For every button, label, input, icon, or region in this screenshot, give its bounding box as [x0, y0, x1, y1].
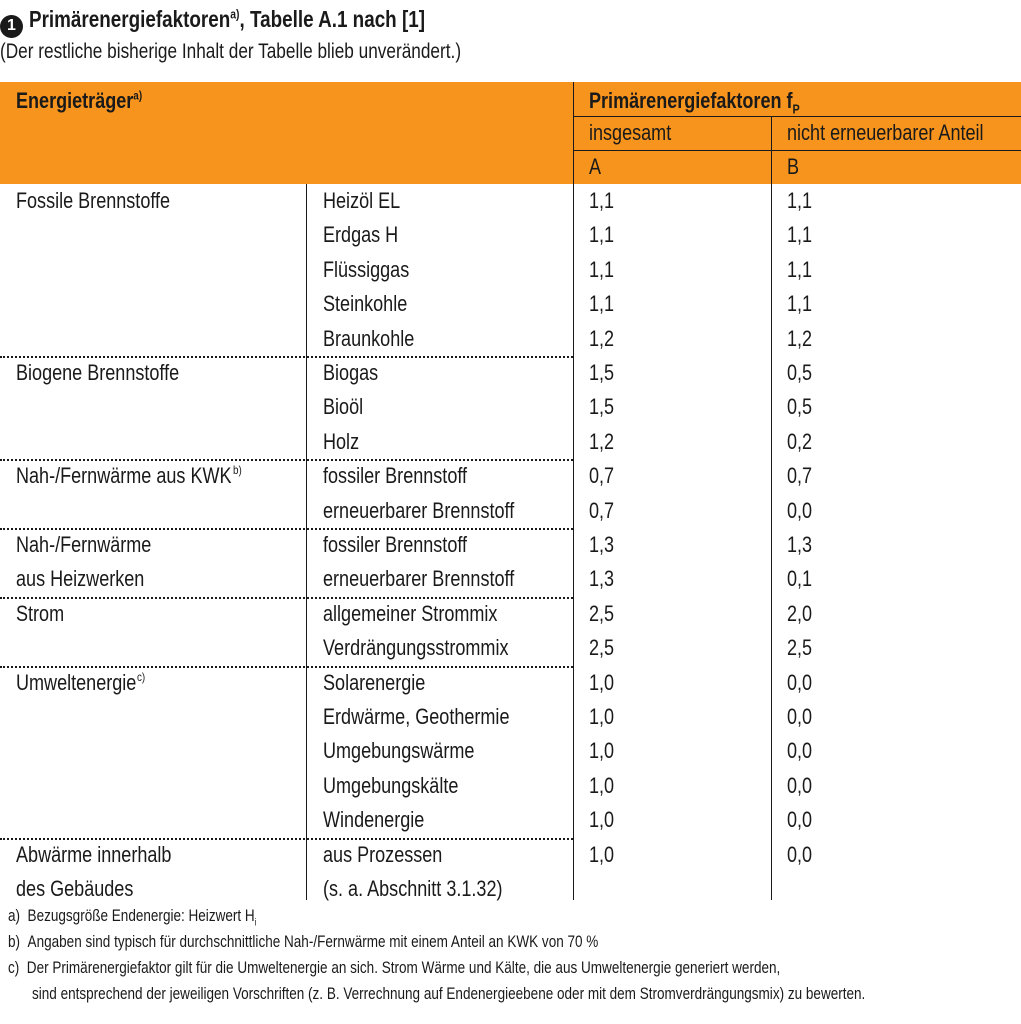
factor-total-cell: 2,5 — [589, 635, 615, 661]
header-letter-a: A — [589, 154, 602, 179]
header-total: insgesamt — [589, 120, 672, 145]
factor-total-cell: 0,7 — [589, 463, 615, 489]
factor-nonrenewable-cell: 0,5 — [787, 360, 813, 385]
factor-nonrenewable-cell: 0,0 — [787, 669, 813, 695]
factor-total-cell: 0,7 — [589, 497, 615, 523]
group-label: des Gebäudes — [16, 876, 134, 901]
bullet-number-icon: 1 — [0, 15, 23, 38]
group-label: Nah-/Fernwärme — [16, 532, 152, 557]
factor-total-cell: 1,5 — [589, 394, 615, 420]
factor-nonrenewable-cell: 0,1 — [787, 566, 813, 592]
carrier-cell: Bioöl — [323, 394, 364, 420]
factor-nonrenewable-cell: 0,5 — [787, 394, 813, 420]
carrier-cell: Biogas — [323, 360, 379, 385]
carrier-cell: fossiler Brennstoff — [323, 532, 468, 557]
title-rest: , Tabelle A.1 nach [1] — [239, 6, 425, 32]
header-letter-b: B — [787, 154, 800, 179]
footnote-mark: b) — [232, 463, 242, 478]
carrier-cell: Holz — [323, 428, 360, 454]
carrier-cell: Umgebungswärme — [323, 738, 475, 764]
footnote-mark: c) — [137, 669, 146, 684]
factor-nonrenewable-cell: 2,0 — [787, 600, 813, 626]
table-title — [0, 6, 512, 38]
factor-total-cell: 1,0 — [589, 841, 615, 867]
carrier-cell: Braunkohle — [323, 325, 415, 351]
header-rule — [573, 116, 1021, 117]
factor-total-cell: 1,0 — [589, 669, 615, 695]
column-divider — [306, 184, 307, 900]
title-text: Primärenergiefaktoren — [29, 6, 231, 32]
factor-total-cell: 1,5 — [589, 360, 615, 385]
factor-nonrenewable-cell: 0,0 — [787, 841, 813, 867]
carrier-cell: (s. a. Abschnitt 3.1.32) — [323, 876, 503, 901]
group-separator — [0, 459, 573, 461]
group-label: Strom — [16, 600, 65, 626]
factor-nonrenewable-cell: 1,1 — [787, 188, 813, 213]
factor-nonrenewable-cell: 0,2 — [787, 428, 813, 454]
carrier-cell: Solarenergie — [323, 669, 426, 695]
primary-energy-factor-table — [0, 82, 1021, 900]
group-label: Abwärme innerhalb — [16, 841, 172, 867]
factor-nonrenewable-cell: 2,5 — [787, 635, 813, 661]
carrier-cell: erneuerbarer Brennstoff — [323, 566, 515, 592]
factor-total-cell: 1,1 — [589, 188, 615, 213]
factor-nonrenewable-cell: 1,1 — [787, 256, 813, 282]
factor-total-cell: 1,2 — [589, 428, 615, 454]
header-primary-energy-factors: Primärenergiefaktoren $f_P$ — [589, 88, 800, 117]
factor-total-cell: 1,1 — [589, 291, 615, 317]
factor-nonrenewable-cell: 0,7 — [787, 463, 813, 489]
carrier-cell: Verdrängungsstrommix — [323, 635, 509, 661]
factor-nonrenewable-cell: 1,1 — [787, 291, 813, 317]
group-label: Nah-/Fernwärme aus KWK b) — [16, 463, 242, 489]
group-separator — [0, 597, 573, 599]
footnote-item: c) Der Primärenergiefaktor gilt für die Umweltenergie an sich. Strom Wärme und Kälte, die aus Umweltenergie generiert werden, — [8, 959, 781, 977]
carrier-cell: Erdwärme, Geothermie — [323, 704, 510, 729]
carrier-cell: Umgebungskälte — [323, 772, 459, 798]
group-separator — [0, 528, 573, 530]
carrier-cell: Heizöl EL — [323, 188, 401, 213]
carrier-cell: Steinkohle — [323, 291, 408, 317]
title-footnote-mark: a) — [230, 7, 240, 22]
carrier-cell: aus Prozessen — [323, 841, 443, 867]
group-separator — [0, 838, 573, 840]
factor-nonrenewable-cell: 0,0 — [787, 704, 813, 729]
factor-total-cell: 1,3 — [589, 566, 615, 592]
carrier-cell: allgemeiner Strommix — [323, 600, 498, 626]
group-label: Fossile Brennstoffe — [16, 188, 171, 213]
factor-nonrenewable-cell: 0,0 — [787, 772, 813, 798]
group-separator — [0, 666, 573, 668]
column-divider — [771, 116, 772, 900]
factor-nonrenewable-cell: 1,3 — [787, 532, 813, 557]
factor-total-cell: 1,0 — [589, 704, 615, 729]
carrier-cell: Windenergie — [323, 807, 425, 833]
factor-total-cell: 1,0 — [589, 807, 615, 833]
factor-nonrenewable-cell: 0,0 — [787, 497, 813, 523]
group-label: aus Heizwerken — [16, 566, 145, 592]
carrier-cell: erneuerbarer Brennstoff — [323, 497, 515, 523]
group-label: Biogene Brennstoffe — [16, 360, 180, 385]
factor-nonrenewable-cell: 1,1 — [787, 222, 813, 248]
factor-total-cell: 1,3 — [589, 532, 615, 557]
factor-nonrenewable-cell: 0,0 — [787, 738, 813, 764]
factor-nonrenewable-cell: 1,2 — [787, 325, 813, 351]
carrier-cell: fossiler Brennstoff — [323, 463, 468, 489]
group-separator — [0, 356, 573, 358]
footnote-item: sind entsprechend der jeweiligen Vorschriften (z. B. Verrechnung auf Endenergieebene oder mit dem Stromverdrängungsmix) zu bewerten. — [32, 985, 866, 1003]
factor-total-cell: 1,1 — [589, 222, 615, 248]
footnote-item: b) Angaben sind typisch für durchschnittliche Nah-/Fernwärme mit einem Anteil an KWK von 70 % — [8, 933, 599, 951]
carrier-cell: Flüssiggas — [323, 256, 410, 282]
factor-nonrenewable-cell: 0,0 — [787, 807, 813, 833]
table-subtitle: (Der restliche bisherige Inhalt der Tabelle blieb unverändert.) — [0, 40, 462, 63]
factor-total-cell: 1,1 — [589, 256, 615, 282]
factor-total-cell: 1,0 — [589, 772, 615, 798]
header-energy-carrier: Energieträger$^{a)}$ — [16, 88, 143, 113]
header-rule — [573, 150, 1021, 151]
column-divider — [573, 82, 574, 900]
factor-total-cell: 1,2 — [589, 325, 615, 351]
factor-total-cell: 2,5 — [589, 600, 615, 626]
group-label: Umweltenergie c) — [16, 669, 146, 695]
carrier-cell: Erdgas H — [323, 222, 399, 248]
factor-total-cell: 1,0 — [589, 738, 615, 764]
header-non-renewable: nicht erneuerbarer Anteil — [787, 120, 984, 145]
footnote-item: a) Bezugsgröße Endenergie: Heizwert $H_i$ — [8, 907, 257, 929]
